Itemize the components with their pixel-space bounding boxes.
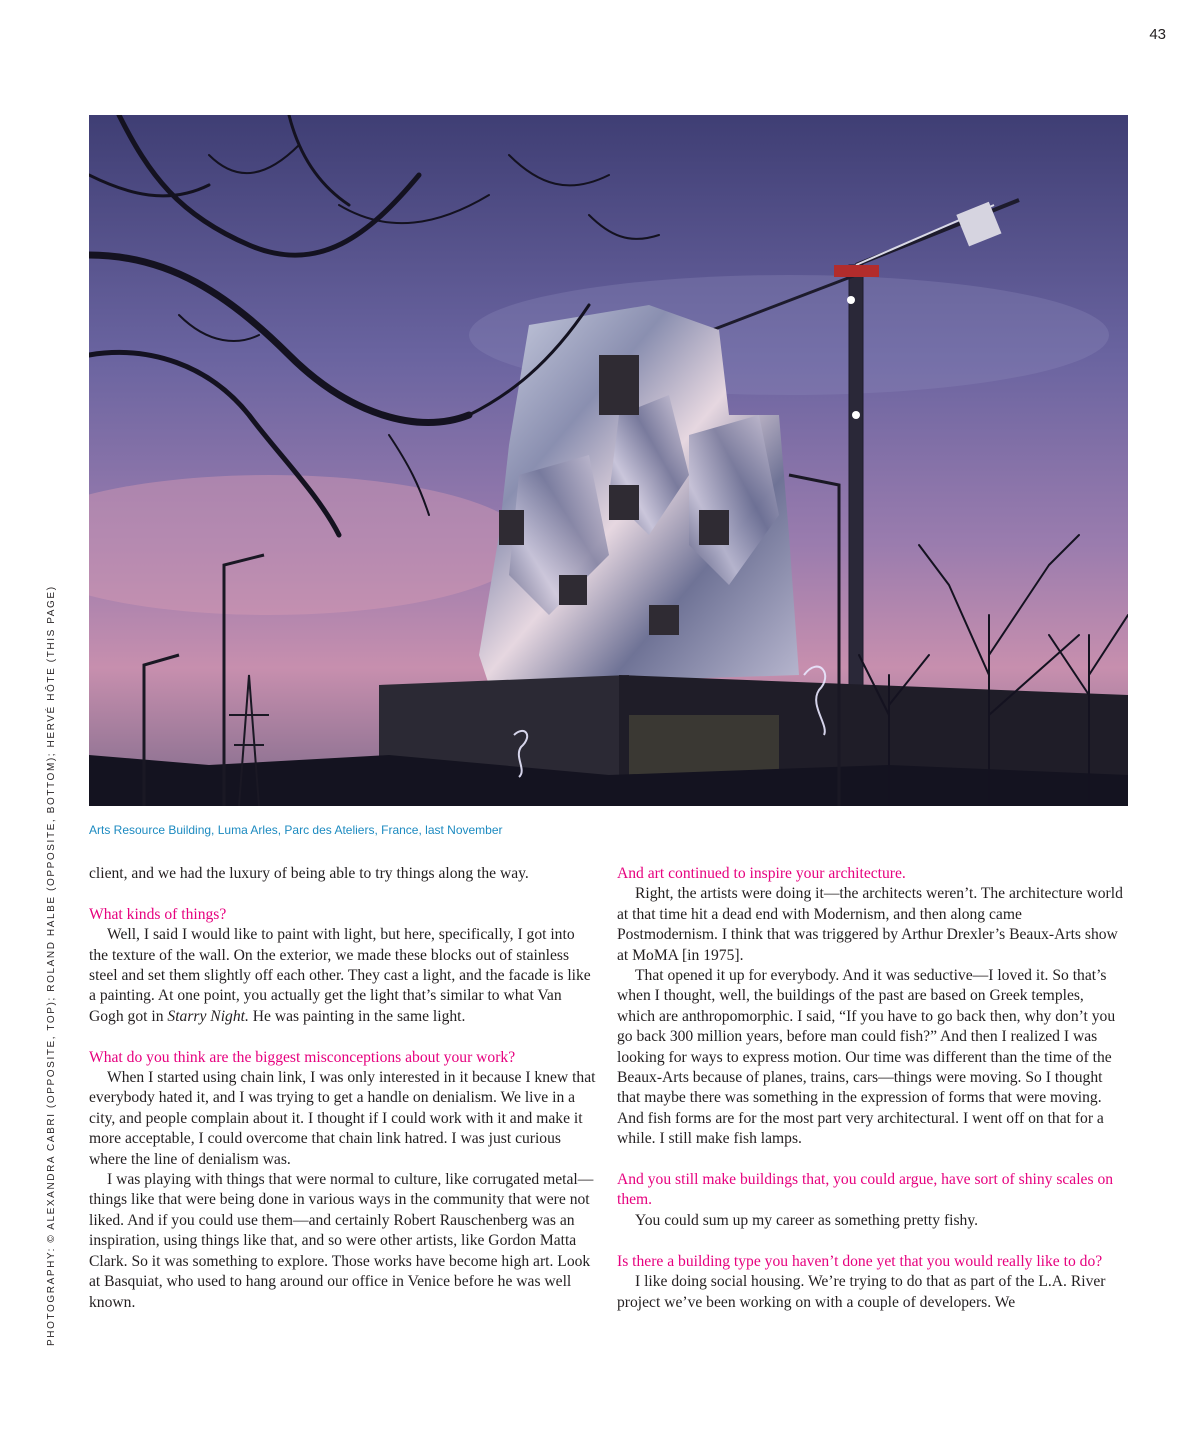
question: And you still make buildings that, you could argue, have sort of shiny scales on them. <box>617 1171 1114 1209</box>
question: What do you think are the biggest misconceptions about your work? <box>89 1048 516 1066</box>
answer: I was playing with things that were normal to culture, like corrugated metal—things like that were being done in various ways in the community that were not liked. And if you could use them—and certainly Robert Rauschenberg was an inspiration, using things like that, and so were other artists, like Gordon Matta Clark. So it was something to explore. Those works have become high art. Look at Basquiat, who used to hang around our office in Venice before he was well known. <box>89 1171 594 1311</box>
answer-text: He was painting in the same light. <box>248 1007 466 1025</box>
photo-caption: Arts Resource Building, Luma Arles, Parc des Ateliers, France, last November <box>89 823 503 837</box>
answer: When I started using chain link, I was only interested in it because I knew that everybody hated it, and I was trying to get a handle on denialism. We live in a city, and people complain about it. I thought if I could work with it and make it more acceptable, I could overcome that chain link hatred. I was just curious where the line of denialism was. <box>89 1069 596 1168</box>
left-column <box>89 864 597 1313</box>
right-column <box>617 864 1125 1313</box>
paragraph: client, and we had the luxury of being able to try things along the way. <box>89 865 529 882</box>
answer: You could sum up my career as something pretty fishy. <box>635 1211 979 1229</box>
question: And art continued to inspire your architecture. <box>617 865 906 882</box>
answer: Right, the artists were doing it—the architects weren’t. The architecture world at that time hit a dead end with Modernism, and then along came Postmodernism. I think that was triggered by Arthur Drexler’s Beaux-Arts show at MoMA [in 1975]. <box>617 885 1123 964</box>
answer: I like doing social housing. We’re trying to do that as part of the L.A. River project we’ve been working on with a couple of developers. We <box>617 1273 1106 1311</box>
answer: That opened it up for everybody. And it was seductive—I loved it. So that’s when I thought, well, the buildings of the past are based on Greek temples, which are anthropomorphic. I said, “If you have to go back then, why don’t you go back 300 million years, before man could fish?” And then I realized I was looking for ways to express motion. Our time was different than the time of the Beaux-Arts because of planes, trains, cars—things were moving. So I thought that maybe there was something in the expression of forms that were moving. And fish forms are for the most part very architectural. I went off on that for a while. I still make fish lamps. <box>617 967 1116 1148</box>
page-number: 43 <box>1149 26 1166 43</box>
answer-text: Well, I said I would like to paint with light, but here, specifically, I got into the texture of the wall. On the exterior, we made these blocks out of stainless steel and set them slightly off each other. They cast a light, and the facade is like a painting. At one point, you actually get the light that’s similar to what Van Gogh got in <box>89 926 591 1025</box>
answer <box>89 925 597 1027</box>
artwork-title: Starry Night. <box>167 1007 249 1025</box>
question: Is there a building type you haven’t done yet that you would really like to do? <box>617 1252 1103 1270</box>
luma-arles-photo <box>89 115 1128 806</box>
photo-credit: PHOTOGRAPHY: © ALEXANDRA CABRI (OPPOSITE, TOP); ROLAND HALBE (OPPOSITE, BOTTOM); HERVÉ HÔTE (THIS PAGE) <box>46 585 57 1346</box>
photo <box>89 115 1128 806</box>
question: What kinds of things? <box>89 905 227 923</box>
